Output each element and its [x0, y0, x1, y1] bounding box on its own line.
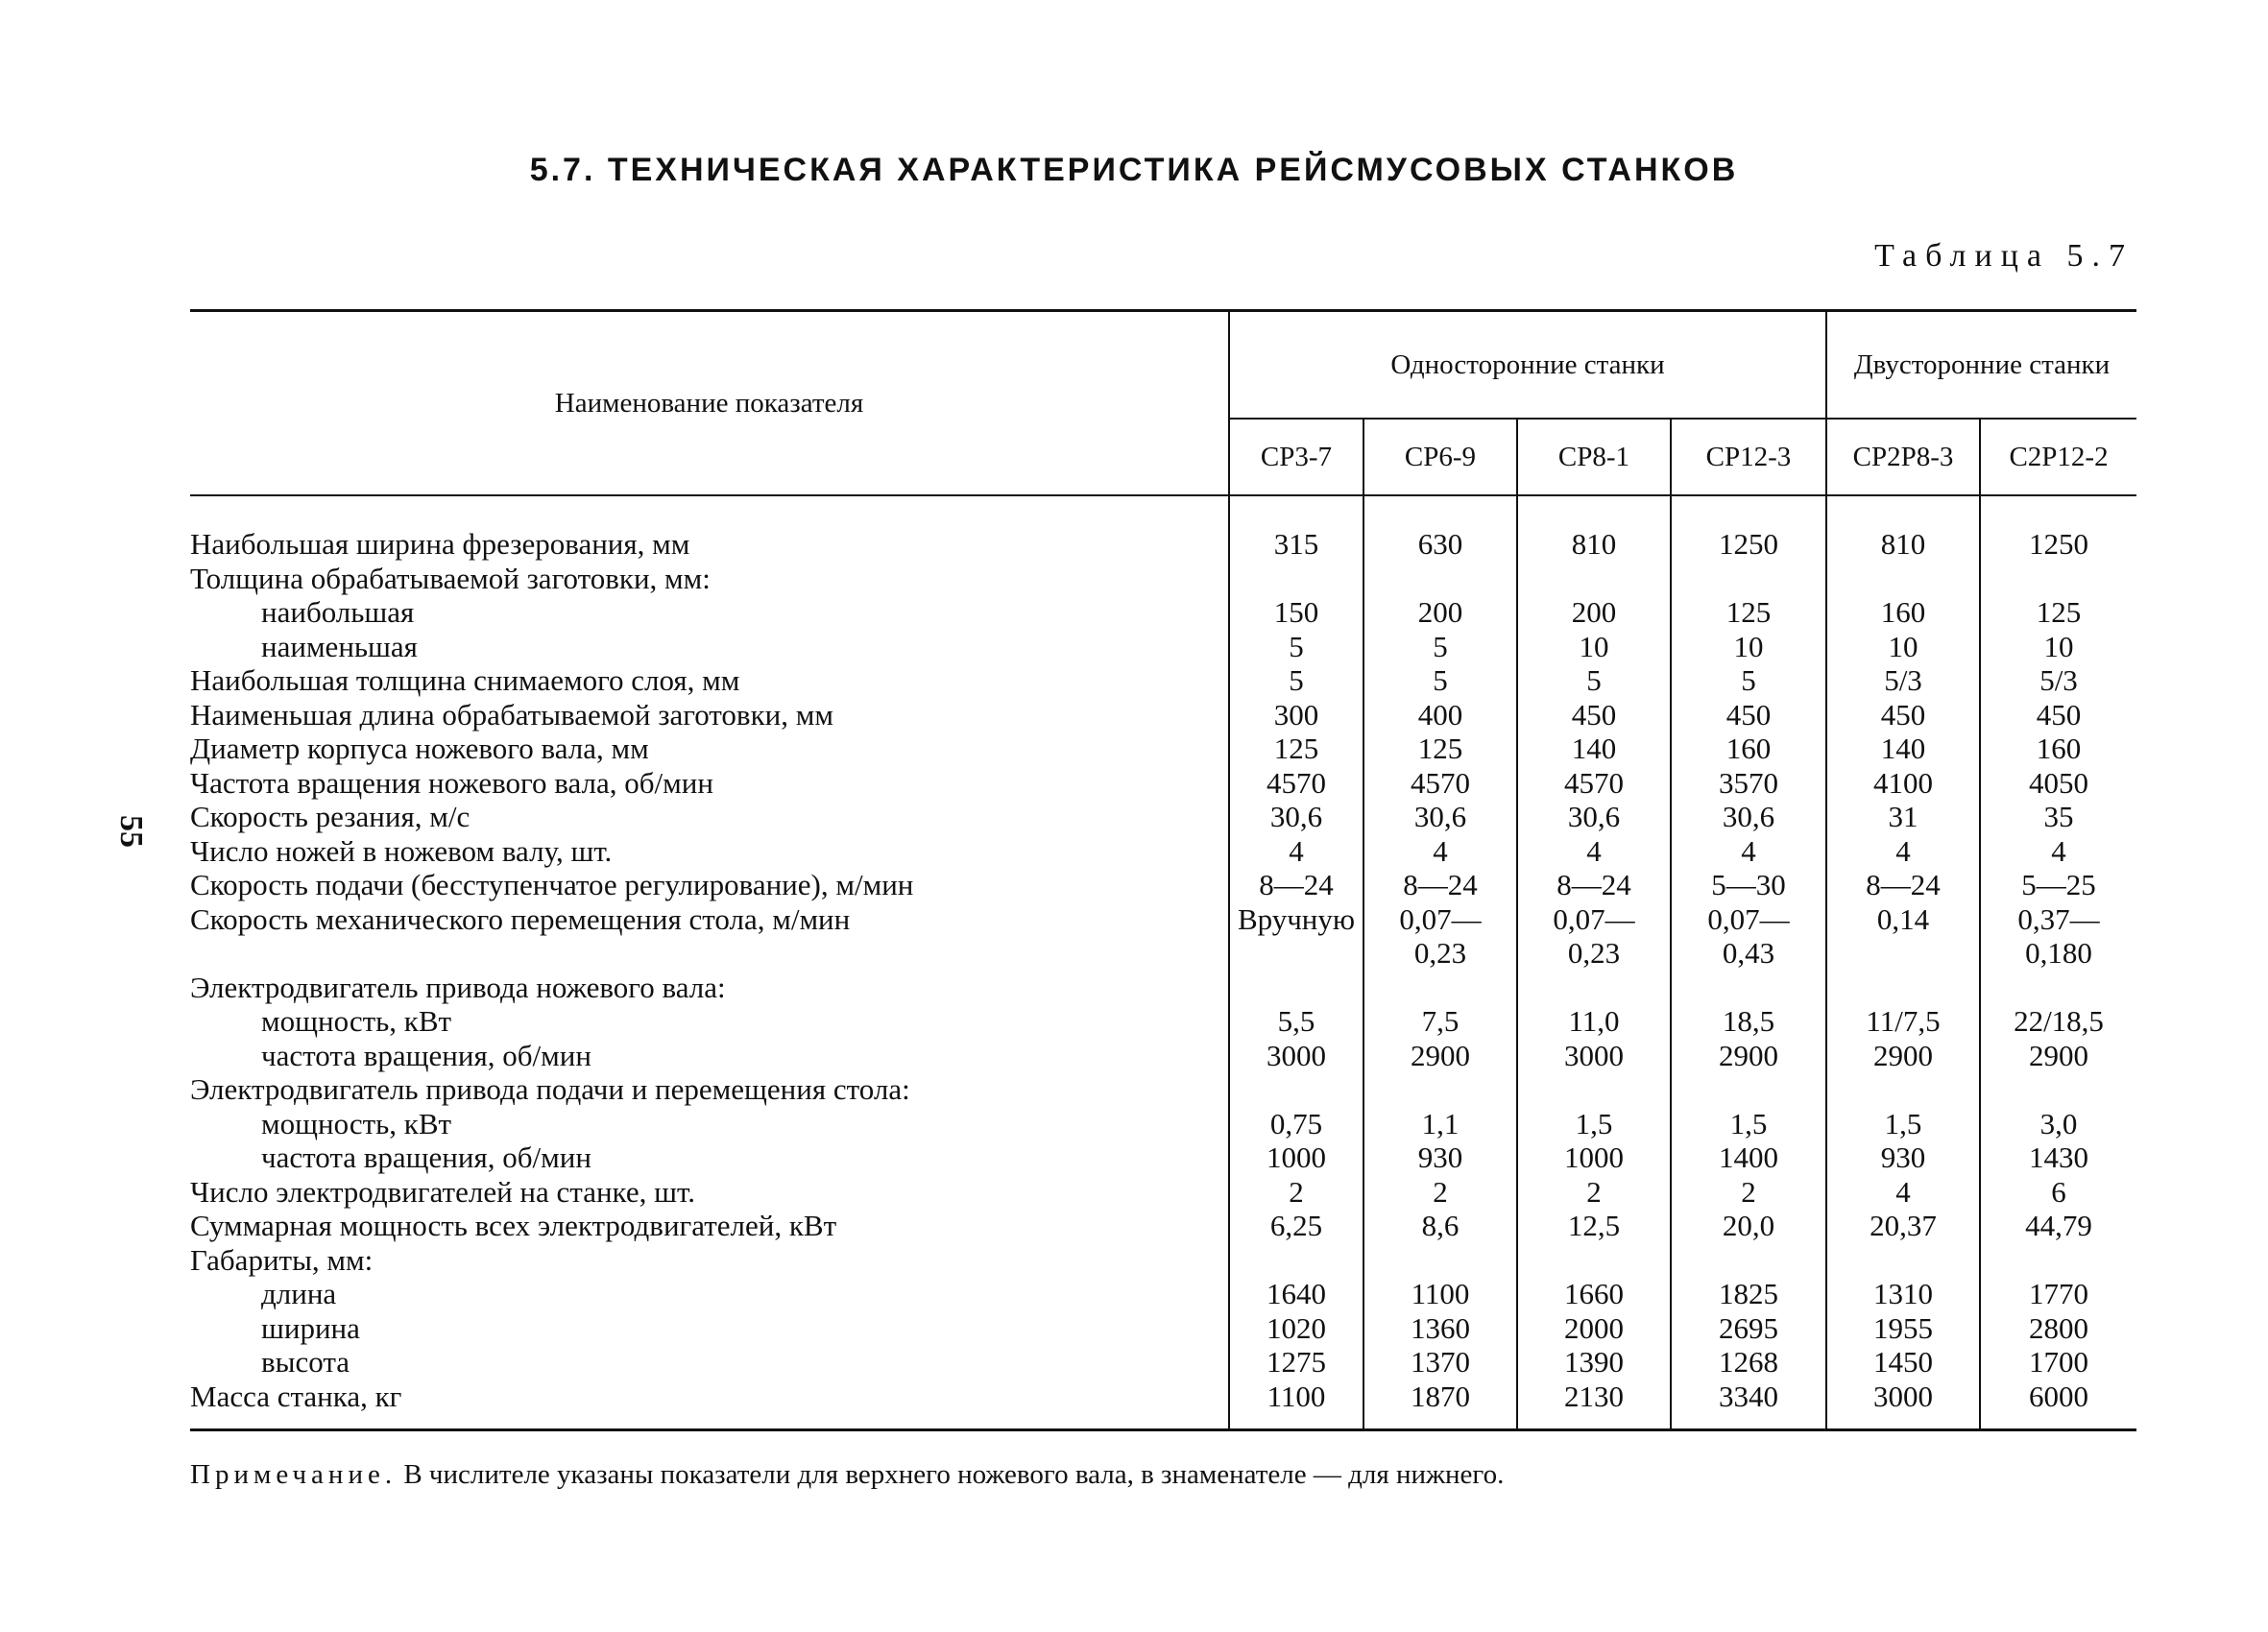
value-cell: 8—24 — [1517, 868, 1671, 902]
table-row — [190, 936, 2136, 971]
value-cell: 3340 — [1671, 1380, 1826, 1430]
value-cell: 400 — [1363, 698, 1517, 732]
value-cell: 1825 — [1671, 1277, 1826, 1311]
model-header: СР8-1 — [1517, 419, 1671, 495]
value-cell: 30,6 — [1363, 800, 1517, 834]
value-cell: 1020 — [1229, 1311, 1363, 1346]
value-cell: 10 — [1826, 630, 1980, 664]
model-header: СР6-9 — [1363, 419, 1517, 495]
value-cell: 3570 — [1671, 766, 1826, 801]
value-cell: 630 — [1363, 527, 1517, 562]
value-cell — [1229, 936, 1363, 971]
table-row — [190, 902, 2136, 937]
value-cell: 11/7,5 — [1826, 1004, 1980, 1039]
value-cell: 5 — [1363, 630, 1517, 664]
page-number: 55 — [113, 815, 149, 848]
row-label: Толщина обрабатываемой заготовки, мм: — [190, 561, 711, 595]
value-cell: 31 — [1826, 800, 1980, 834]
value-cell — [1363, 562, 1517, 596]
row-label: Скорость механического перемещения стола, м/мин — [190, 901, 851, 936]
row-label: Число ножей в ножевом валу, шт. — [190, 833, 613, 868]
table-note — [190, 1459, 1504, 1491]
value-cell: 4 — [1980, 834, 2136, 869]
value-cell: 930 — [1363, 1140, 1517, 1175]
table-row — [190, 732, 2136, 766]
value-cell: 18,5 — [1671, 1004, 1826, 1039]
value-cell: 5 — [1363, 663, 1517, 698]
value-cell — [1671, 1243, 1826, 1278]
value-cell: 2800 — [1980, 1311, 2136, 1346]
value-cell: 4570 — [1363, 766, 1517, 801]
value-cell: 1310 — [1826, 1277, 1980, 1311]
value-cell: 30,6 — [1229, 800, 1363, 834]
table-label: Таблица 5.7 — [1874, 238, 2134, 274]
row-label: Габариты, мм: — [190, 1242, 374, 1277]
value-cell: 2 — [1229, 1175, 1363, 1210]
value-cell: 0,07— — [1517, 902, 1671, 937]
value-cell: 4570 — [1517, 766, 1671, 801]
value-cell: 0,07— — [1671, 902, 1826, 937]
value-cell: 30,6 — [1517, 800, 1671, 834]
table-row — [190, 1380, 2136, 1430]
table-row — [190, 527, 2136, 562]
value-cell: 1770 — [1980, 1277, 2136, 1311]
table-row — [190, 1345, 2136, 1380]
row-label: наименьшая — [261, 629, 418, 663]
value-cell: 450 — [1980, 698, 2136, 732]
value-cell — [1363, 1243, 1517, 1278]
row-label: Скорость резания, м/с — [190, 800, 470, 833]
spec-table — [190, 309, 2136, 1431]
value-cell: 315 — [1229, 527, 1363, 562]
value-cell: 5—30 — [1671, 868, 1826, 902]
value-cell — [1980, 1243, 2136, 1278]
value-cell: 5—25 — [1980, 868, 2136, 902]
value-cell — [1229, 1072, 1363, 1107]
value-cell: 1700 — [1980, 1345, 2136, 1380]
value-cell: 4 — [1363, 834, 1517, 869]
column-group-double: Двусторонние станки — [1826, 311, 2136, 420]
value-cell: 1,5 — [1671, 1107, 1826, 1141]
model-header: СР12-3 — [1671, 419, 1826, 495]
table-row — [190, 1140, 2136, 1175]
table-row — [190, 800, 2136, 834]
row-label: мощность, кВт — [261, 1106, 452, 1140]
value-cell: 0,37— — [1980, 902, 2136, 937]
value-cell: 125 — [1980, 595, 2136, 630]
value-cell: 7,5 — [1363, 1004, 1517, 1039]
value-cell: 20,0 — [1671, 1209, 1826, 1243]
value-cell: 8—24 — [1229, 868, 1363, 902]
value-cell: 1275 — [1229, 1345, 1363, 1380]
value-cell: 450 — [1517, 698, 1671, 732]
row-label: Частота вращения ножевого вала, об/мин — [190, 765, 713, 800]
value-cell: 1640 — [1229, 1277, 1363, 1311]
value-cell — [1826, 562, 1980, 596]
table-row — [190, 766, 2136, 801]
value-cell — [1517, 1072, 1671, 1107]
value-cell — [1671, 971, 1826, 1005]
row-label: Электродвигатель привода подачи и перемещения стола: — [190, 1072, 910, 1106]
value-cell: 930 — [1826, 1140, 1980, 1175]
value-cell: 4 — [1517, 834, 1671, 869]
value-cell — [1229, 562, 1363, 596]
row-label: Наибольшая толщина снимаемого слоя, мм — [190, 663, 740, 697]
value-cell: 3000 — [1517, 1039, 1671, 1073]
table-body — [190, 495, 2136, 1430]
value-cell: 8,6 — [1363, 1209, 1517, 1243]
value-cell: 0,07— — [1363, 902, 1517, 937]
value-cell — [1671, 562, 1826, 596]
value-cell: 0,23 — [1363, 936, 1517, 971]
value-cell: 2000 — [1517, 1311, 1671, 1346]
value-cell: 3000 — [1826, 1380, 1980, 1430]
value-cell: 3,0 — [1980, 1107, 2136, 1141]
row-label: Масса станка, кг — [190, 1380, 1229, 1430]
value-cell: 4 — [1229, 834, 1363, 869]
row-label: Наибольшая ширина фрезерования, мм — [190, 527, 690, 561]
value-cell: 1390 — [1517, 1345, 1671, 1380]
value-cell: 1250 — [1671, 527, 1826, 562]
value-cell: 160 — [1671, 732, 1826, 766]
value-cell: 125 — [1229, 732, 1363, 766]
value-cell: 2900 — [1980, 1039, 2136, 1073]
row-label: мощность, кВт — [261, 1004, 452, 1038]
value-cell: 10 — [1517, 630, 1671, 664]
value-cell: 1000 — [1517, 1140, 1671, 1175]
value-cell: 4 — [1671, 834, 1826, 869]
table-row — [190, 1277, 2136, 1311]
value-cell: 2900 — [1826, 1039, 1980, 1073]
value-cell — [1517, 971, 1671, 1005]
value-cell: 5 — [1517, 663, 1671, 698]
value-cell: 8—24 — [1363, 868, 1517, 902]
value-cell: 125 — [1363, 732, 1517, 766]
table-row — [190, 1107, 2136, 1141]
value-cell: 5 — [1671, 663, 1826, 698]
row-label: Скорость подачи (бесступенчатое регулирование), м/мин — [190, 868, 914, 901]
table-row — [190, 1039, 2136, 1073]
value-cell: 1,5 — [1826, 1107, 1980, 1141]
table-row — [190, 1209, 2136, 1243]
value-cell — [1826, 971, 1980, 1005]
value-cell: 1955 — [1826, 1311, 1980, 1346]
value-cell: 10 — [1980, 630, 2136, 664]
model-header: СР2Р8-3 — [1826, 419, 1980, 495]
row-label: длина — [261, 1277, 337, 1310]
row-label: Число электродвигателей на станке, шт. — [190, 1174, 695, 1209]
value-cell: 0,180 — [1980, 936, 2136, 971]
value-cell: 5,5 — [1229, 1004, 1363, 1039]
value-cell: 1000 — [1229, 1140, 1363, 1175]
value-cell: 200 — [1517, 595, 1671, 630]
row-label: Диаметр корпуса ножевого вала, мм — [190, 732, 649, 765]
value-cell: 6 — [1980, 1175, 2136, 1210]
value-cell: 0,75 — [1229, 1107, 1363, 1141]
value-cell: 4050 — [1980, 766, 2136, 801]
value-cell: 140 — [1826, 732, 1980, 766]
value-cell: 1100 — [1229, 1380, 1363, 1430]
value-cell: 0,23 — [1517, 936, 1671, 971]
value-cell: 30,6 — [1671, 800, 1826, 834]
value-cell: 22/18,5 — [1980, 1004, 2136, 1039]
value-cell — [1229, 971, 1363, 1005]
value-cell: 1100 — [1363, 1277, 1517, 1311]
value-cell: 1400 — [1671, 1140, 1826, 1175]
value-cell — [1826, 936, 1980, 971]
column-header-name: Наименование показателя — [190, 311, 1229, 496]
table-row — [190, 1072, 2136, 1107]
value-cell: 6,25 — [1229, 1209, 1363, 1243]
value-cell: 300 — [1229, 698, 1363, 732]
value-cell: Вручную — [1229, 902, 1363, 937]
value-cell: 4570 — [1229, 766, 1363, 801]
value-cell: 2 — [1671, 1175, 1826, 1210]
value-cell: 450 — [1826, 698, 1980, 732]
value-cell: 125 — [1671, 595, 1826, 630]
value-cell: 5/3 — [1826, 663, 1980, 698]
table-row — [190, 834, 2136, 869]
value-cell: 5/3 — [1980, 663, 2136, 698]
value-cell: 2900 — [1671, 1039, 1826, 1073]
value-cell: 2900 — [1363, 1039, 1517, 1073]
value-cell: 0,14 — [1826, 902, 1980, 937]
value-cell: 2 — [1363, 1175, 1517, 1210]
table-row — [190, 595, 2136, 630]
value-cell: 150 — [1229, 595, 1363, 630]
row-label: частота вращения, об/мин — [261, 1140, 591, 1174]
value-cell: 4100 — [1826, 766, 1980, 801]
value-cell — [1980, 1072, 2136, 1107]
value-cell — [1826, 1072, 1980, 1107]
table-row — [190, 663, 2136, 698]
row-label: Электродвигатель привода ножевого вала: — [190, 970, 726, 1004]
row-label — [190, 936, 1229, 971]
value-cell — [1229, 1243, 1363, 1278]
value-cell: 450 — [1671, 698, 1826, 732]
table-row — [190, 1004, 2136, 1039]
model-header: С2Р12-2 — [1980, 419, 2136, 495]
value-cell: 2695 — [1671, 1311, 1826, 1346]
value-cell: 5 — [1229, 663, 1363, 698]
value-cell: 140 — [1517, 732, 1671, 766]
value-cell: 35 — [1980, 800, 2136, 834]
note-label: Примечание. — [190, 1459, 398, 1490]
value-cell: 1268 — [1671, 1345, 1826, 1380]
table-row — [190, 1243, 2136, 1278]
spacer-row — [190, 495, 2136, 527]
value-cell: 4 — [1826, 834, 1980, 869]
page-title: 5.7. ТЕХНИЧЕСКАЯ ХАРАКТЕРИСТИКА РЕЙСМУСОВЫХ СТАНКОВ — [529, 152, 1739, 188]
table-row — [190, 1175, 2136, 1210]
table-row — [190, 630, 2136, 664]
row-label: Наименьшая длина обрабатываемой заготовки, мм — [190, 697, 833, 732]
value-cell: 0,43 — [1671, 936, 1826, 971]
value-cell: 8—24 — [1826, 868, 1980, 902]
value-cell — [1363, 971, 1517, 1005]
value-cell — [1671, 1072, 1826, 1107]
column-group-single: Односторонние станки — [1229, 311, 1826, 420]
table-row — [190, 698, 2136, 732]
row-label: высота — [261, 1345, 350, 1379]
value-cell: 1370 — [1363, 1345, 1517, 1380]
table-row — [190, 868, 2136, 902]
value-cell: 4 — [1826, 1175, 1980, 1210]
value-cell: 810 — [1517, 527, 1671, 562]
value-cell — [1363, 1072, 1517, 1107]
row-label: наибольшая — [261, 595, 415, 629]
value-cell: 2 — [1517, 1175, 1671, 1210]
table-row — [190, 562, 2136, 596]
value-cell: 1660 — [1517, 1277, 1671, 1311]
value-cell: 1360 — [1363, 1311, 1517, 1346]
value-cell: 200 — [1363, 595, 1517, 630]
value-cell: 1,5 — [1517, 1107, 1671, 1141]
value-cell: 12,5 — [1517, 1209, 1671, 1243]
value-cell: 160 — [1826, 595, 1980, 630]
row-label: Суммарная мощность всех электродвигателей, кВт — [190, 1209, 837, 1242]
table-row — [190, 1311, 2136, 1346]
value-cell: 1,1 — [1363, 1107, 1517, 1141]
value-cell: 20,37 — [1826, 1209, 1980, 1243]
value-cell: 1250 — [1980, 527, 2136, 562]
value-cell: 6000 — [1980, 1380, 2136, 1430]
table-header — [190, 311, 2136, 496]
value-cell: 44,79 — [1980, 1209, 2136, 1243]
value-cell — [1517, 1243, 1671, 1278]
value-cell — [1980, 562, 2136, 596]
value-cell — [1517, 562, 1671, 596]
value-cell — [1826, 1243, 1980, 1278]
value-cell: 1430 — [1980, 1140, 2136, 1175]
table-row — [190, 971, 2136, 1005]
value-cell: 1870 — [1363, 1380, 1517, 1430]
row-label: частота вращения, об/мин — [261, 1038, 591, 1072]
note-text: В числителе указаны показатели для верхнего ножевого вала, в знаменателе — для нижнего. — [403, 1459, 1505, 1490]
value-cell: 11,0 — [1517, 1004, 1671, 1039]
value-cell: 810 — [1826, 527, 1980, 562]
value-cell — [1980, 971, 2136, 1005]
row-label: ширина — [261, 1310, 360, 1345]
value-cell: 3000 — [1229, 1039, 1363, 1073]
value-cell: 5 — [1229, 630, 1363, 664]
value-cell: 1450 — [1826, 1345, 1980, 1380]
value-cell: 160 — [1980, 732, 2136, 766]
model-header: СР3-7 — [1229, 419, 1363, 495]
value-cell: 10 — [1671, 630, 1826, 664]
value-cell: 2130 — [1517, 1380, 1671, 1430]
